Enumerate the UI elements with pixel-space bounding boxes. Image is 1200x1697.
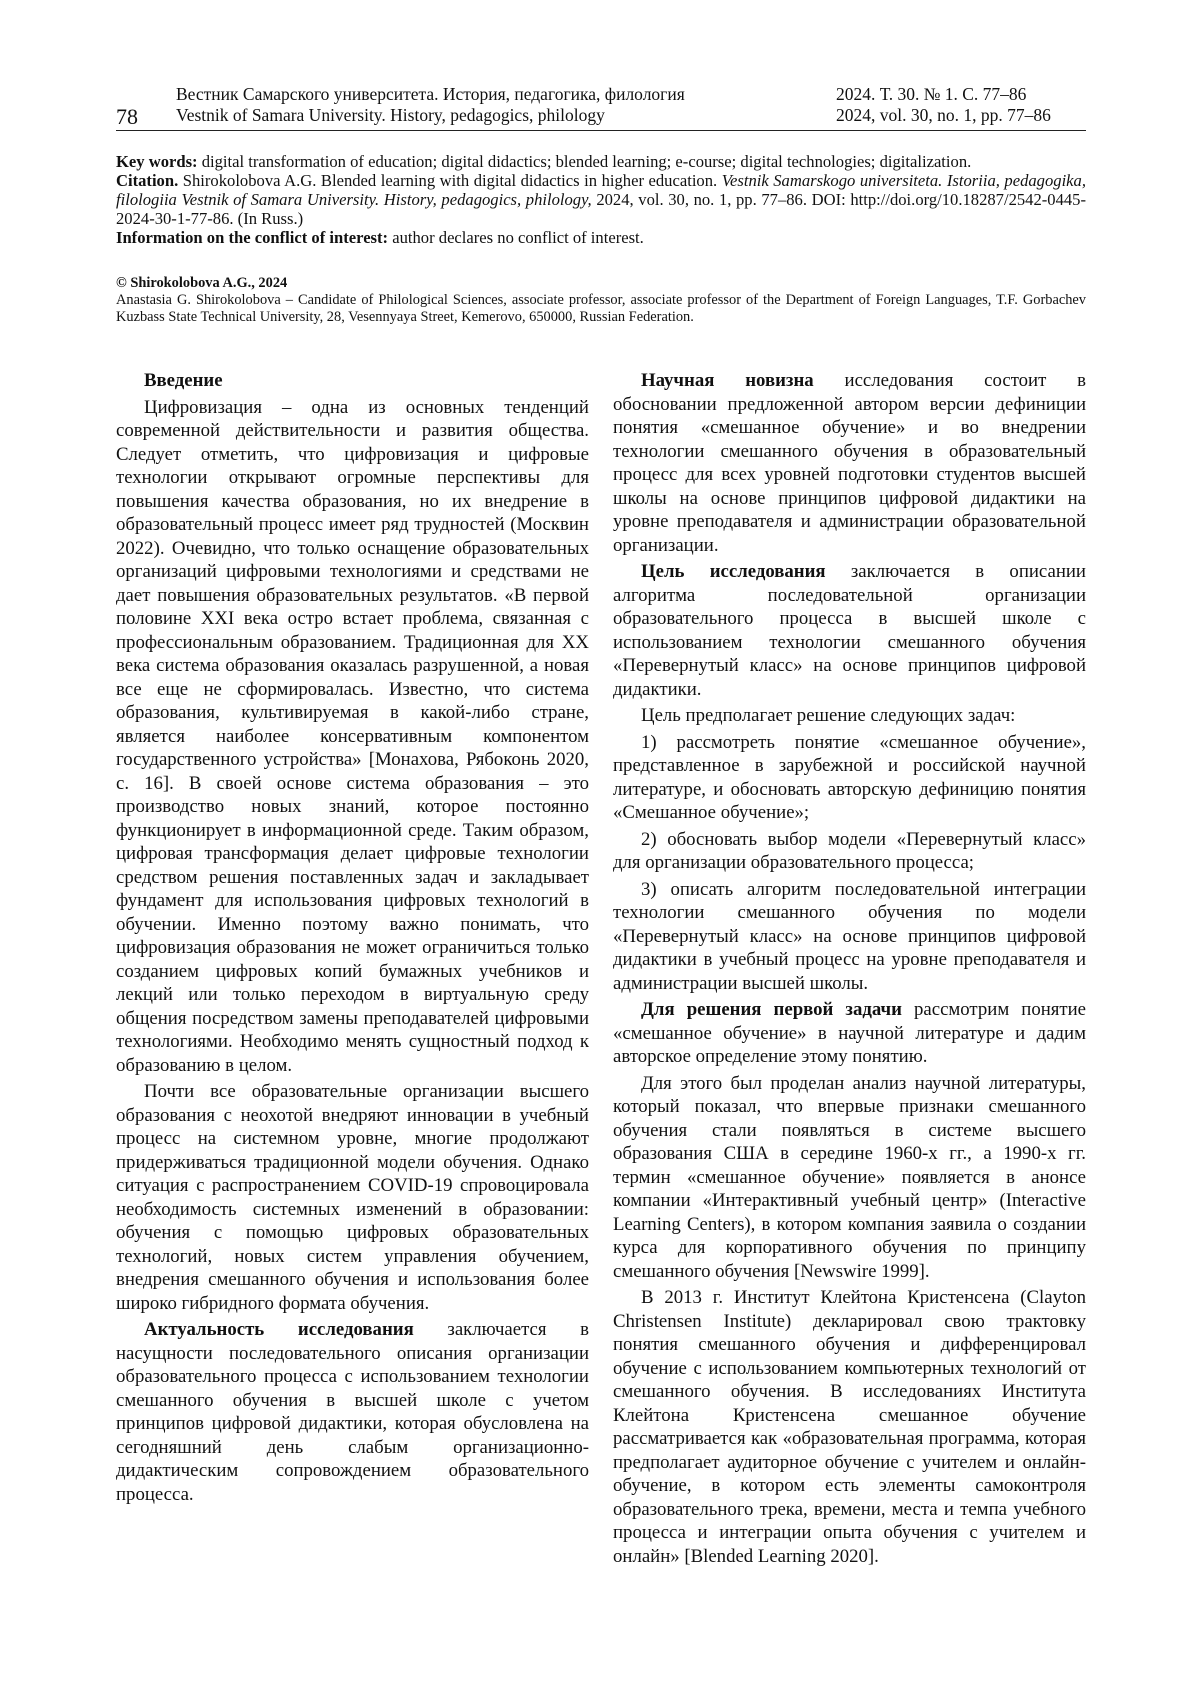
- keywords: [116, 152, 1086, 171]
- paragraph-text: заключается в насущности последовательного описания организации образовательного процесса с использованием технологии смешанного обучения в высшей школе с учетом принципов цифровой дидактики, которая обусловлена на сегодняшний день слабым организационно-дидактическим сопровождением образовательного процесса.: [116, 1319, 590, 1505]
- conflict-label: Information on the conflict of interest:: [116, 228, 389, 247]
- keywords-label: Key words:: [116, 152, 198, 171]
- paragraph: Почти все образовательные организации высшего образования с неохотой внедряют инновации в учебный процесс на системном уровне, многие продолжают придерживаться традиционной модели обучения. Однако ситуация с распространением COVID-19 спровоцировала необходимость системных изменений в образовании: обучения с помощью цифровых образовательных технологий, новых систем управления обучением, внедрения смешанного обучения и использования более широко гибридного формата обучения.: [116, 1081, 589, 1314]
- page-number: 78: [116, 104, 138, 129]
- citation-tail: 2024, vol. 30, no. 1, pp. 77–86. DOI: http://doi.org/10.18287/2542-0445-2024-30-1-77-86. (In Russ.): [116, 190, 1087, 228]
- right-column: [613, 369, 1086, 1568]
- paragraph-lead: Для решения первой задачи: [641, 999, 902, 1020]
- paragraph: В 2013 г. Институт Клейтона Кристенсена (Clayton Christensen Institute) декларировал свою трактовку понятия смешанного обучения и дифференцировал обучение с использованием компьютерных технологий от смешанного обучения. В исследованиях Института Клейтона Кристенсена смешанное обучение рассматривается как «образовательная программа, которая предполагает аудиторное обучение с учителем и онлайн-обучение, в котором есть элементы самоконтроля образовательного трека, времени, места и темпа учебного процесса и интеграции опыта обучения с учителем и онлайн» [Blended Learning 2020].: [613, 1287, 1086, 1567]
- paragraph-text: исследования состоит в обосновании предложенной автором версии дефиниции понятия «смешанное обучение» и во внедрении технологии смешанного обучения в образовательный процесс для всех уровней подготовки студентов высшей школы на основе принципов цифровой дидактики на уровне преподавателя и администрации образовательной организации.: [613, 370, 1086, 556]
- paragraph-lead: Цель исследования: [641, 561, 826, 582]
- citation-label: Citation.: [116, 171, 179, 190]
- left-column: [116, 369, 589, 1506]
- issue-info-ru: 2024. Т. 30. № 1. С. 77–86: [836, 84, 1027, 104]
- copyright-block: [116, 275, 1086, 326]
- paragraph: Цифровизация – одна из основных тенденций современной действительности и развития общества. Следует отметить, что цифровизация и цифровые технологии открывают огромные перспективы для повышения качества образования, но их внедрение в образовательный процесс имеет ряд трудностей (Москвин 2022). Очевидно, что только оснащение образовательных организаций цифровыми технологиями и средствами не дает повышения образовательных результатов. «В первой половине XXI века остро встает проблема, связанная с профессиональным образованием. Традиционная для XX века система образования оказалась разрушенной, а новая все еще не сформировалась. Известно, что система образования, культивируемая в какой-либо стране, является наиболее консервативным компонентом государственного устройства» [Монахова, Рябоконь 2020, с. 16]. В своей основе система образования – это производство новых знаний, которое постоянно функционирует в информационной среде. Таким образом, цифровая трансформация делает цифровые технологии средством решения поставленных задач и закладывает фундамент для использования цифровых технологий в обучении. Именно поэтому важно понимать, что цифровизация образования не может ограничиться только созданием цифровых копий бумажных учебников и лекций или только переходом в виртуальную среду общения посредством замены преподавателей цифровыми технологиями. Необходимо менять сущностный подход к образованию в целом.: [116, 396, 589, 1076]
- list-item: 1) рассмотреть понятие «смешанное обучение», представленное в зарубежной и российской научной литературе, и обосновать авторскую дефиницию понятия «Смешанное обучение»;: [613, 731, 1086, 823]
- issue-info: [836, 84, 1051, 126]
- journal-title: [176, 84, 685, 126]
- paragraph: [613, 998, 1086, 1069]
- paragraph: [116, 1318, 589, 1506]
- journal-title-ru: Вестник Самарского университета. История, педагогика, филология: [176, 84, 685, 104]
- paragraph-lead: Актуальность исследования: [144, 1319, 414, 1340]
- conflict-of-interest: [116, 228, 1086, 247]
- citation: [116, 171, 1086, 228]
- article-metadata: [116, 152, 1086, 247]
- keywords-text: digital transformation of education; digital didactics; blended learning; e-course; digital technologies; digitalization.: [197, 152, 972, 171]
- paragraph: Цель предполагает решение следующих задач:: [641, 705, 1016, 726]
- section-heading: Введение: [144, 370, 223, 391]
- citation-text: Shirokolobova A.G. Blended learning with digital didactics in higher education.: [178, 171, 722, 190]
- paragraph-text: заключается в описании алгоритма последовательной организации образовательного процесса в высшей школе с использованием технологии смешанного обучения «Перевернутый класс» на основе принципов цифровой дидактики.: [613, 561, 1086, 700]
- issue-info-en: 2024, vol. 30, no. 1, pp. 77–86: [836, 105, 1051, 125]
- paragraph-text: рассмотрим понятие «смешанное обучение» в научной литературе и дадим авторское определение этому понятию.: [613, 999, 1086, 1067]
- citation-journal: Vestnik Samarskogo universiteta. Istoriia, pedagogika, filologiia Vestnik of Samara University. History, pedagogics, philology,: [116, 171, 1086, 209]
- paragraph: [613, 560, 1086, 701]
- running-header: [116, 84, 1086, 131]
- journal-title-en: Vestnik of Samara University. History, pedagogics, philology: [176, 105, 605, 125]
- list-item: 2) обосновать выбор модели «Перевернутый класс» для организации образовательного процесса;: [613, 828, 1086, 873]
- list-item: 3) описать алгоритм последовательной интеграции технологии смешанного обучения по модели «Перевернутый класс» на основе принципов цифровой дидактики в учебный процесс на уровне преподавателя и администрации высшей школы.: [613, 878, 1086, 994]
- copyright-line: © Shirokolobova A.G., 2024: [116, 275, 288, 291]
- paragraph: Для этого был проделан анализ научной литературы, который показал, что впервые признаки смешанного обучения стали появляться в системе высшего образования США в середине 1960-х гг., а 1990-х гг. термин «смешанное обучение» появляется в анонсе компании «Интерактивный учебный центр» (Interactive Learning Centers), в котором компания заявила о создании курса для корпоративного обучения по принципу смешанного обучения [Newswire 1999].: [613, 1072, 1086, 1282]
- paragraph-lead: Научная новизна: [641, 370, 814, 391]
- paragraph: [613, 369, 1086, 557]
- conflict-text: author declares no conflict of interest.: [388, 228, 644, 247]
- author-info: Anastasia G. Shirokolobova – Candidate of Philological Sciences, associate professor, associate professor of the Department of Foreign Languages, T.F. Gorbachev Kuzbass State Technical University, 28, Vesennyaya Street, Kemerovo, 650000, Russian Federation.: [116, 292, 1086, 325]
